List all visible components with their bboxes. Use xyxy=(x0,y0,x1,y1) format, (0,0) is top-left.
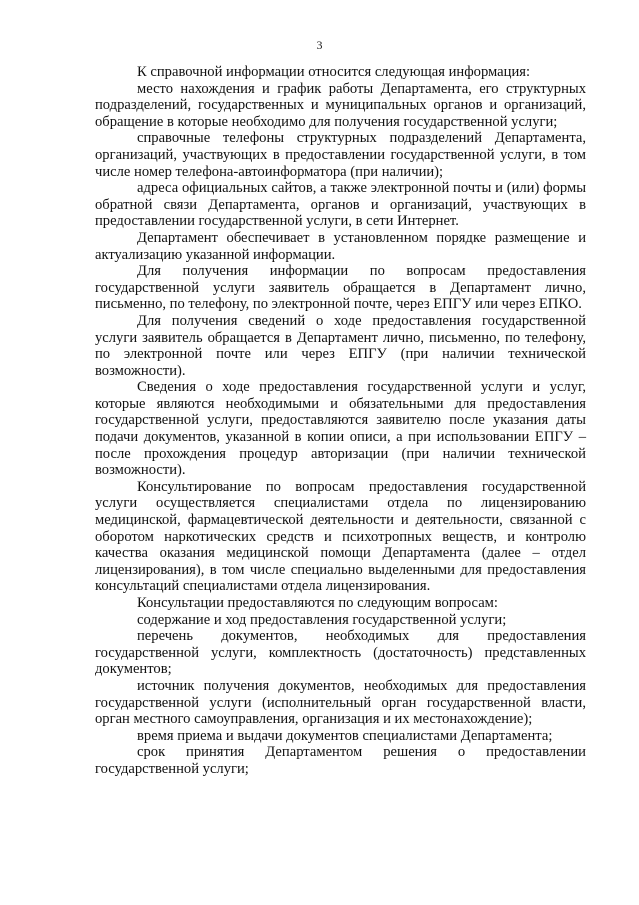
document-body xyxy=(95,64,586,778)
paragraph: Консультации предоставляются по следующим вопросам: xyxy=(137,595,498,611)
paragraph: перечень документов, необходимых для предоставления государственной услуги, комплектность (достаточность) представленных документов; xyxy=(95,628,586,678)
paragraph: источник получения документов, необходимых для предоставления государственной услуги (исполнительный орган государственной власти, орган местного самоуправления, организация и их местонахождение); xyxy=(95,677,586,728)
page-number: 3 xyxy=(316,38,323,52)
paragraph: Департамент обеспечивает в установленном порядке размещение и актуализацию указанной информации. xyxy=(95,229,586,263)
paragraph: содержание и ход предоставления государственной услуги; xyxy=(137,611,507,628)
paragraph: Сведения о ходе предоставления государственной услуги и услуг, которые являются необходимыми и обязательными для предоставления государственной услуги, предоставляются заявителю после указания даты подачи документов, указанной в копии описи, а при использовании ЕПГУ – после прохождения процедур авторизации (при наличии технической возможности). xyxy=(95,379,586,479)
paragraph: Консультирование по вопросам предоставления государственной услуги осуществляется специалистами отдела по лицензированию медицинской, фармацевтической деятельности и деятельности, связанной с оборотом наркотических средств и психотропных веществ, и контролю качества оказания медицинской помощи Департамента (далее – отдел лицензирования), в том числе специально выделенными для предоставления консультаций специалистами отдела лицензирования. xyxy=(95,478,586,595)
paragraph: Для получения информации по вопросам предоставления государственной услуги заявитель обращается в Департамент лично, письменно, по телефону, по электронной почте, через ЕПГУ или через ЕПКО. xyxy=(95,263,586,313)
paragraph: К справочной информации относится следующая информация: xyxy=(137,64,531,80)
paragraph: Для получения сведений о ходе предоставления государственной услуги заявитель обращается в Департамент лично, письменно, по телефону, по электронной почте или через ЕПГУ (при наличии технической возможности). xyxy=(95,312,586,379)
paragraph: справочные телефоны структурных подразделений Департамента, организаций, участвующих в предоставлении государственной услуги, в том числе номер телефона-автоинформатора (при наличии); xyxy=(95,130,586,180)
paragraph: срок принятия Департаментом решения о предоставлении государственной услуги; xyxy=(95,744,586,777)
paragraph: место нахождения и график работы Департамента, его структурных подразделений, государственных и муниципальных органов и организаций, обращение в которые необходимо для получения государственной услуги; xyxy=(95,80,586,130)
paragraph: время приема и выдачи документов специалистами Департамента; xyxy=(137,727,553,744)
paragraph: адреса официальных сайтов, а также электронной почты и (или) формы обратной связи Департамента, органов и организаций, участвующих в предоставлении государственной услуги, в сети Интернет. xyxy=(95,180,586,230)
